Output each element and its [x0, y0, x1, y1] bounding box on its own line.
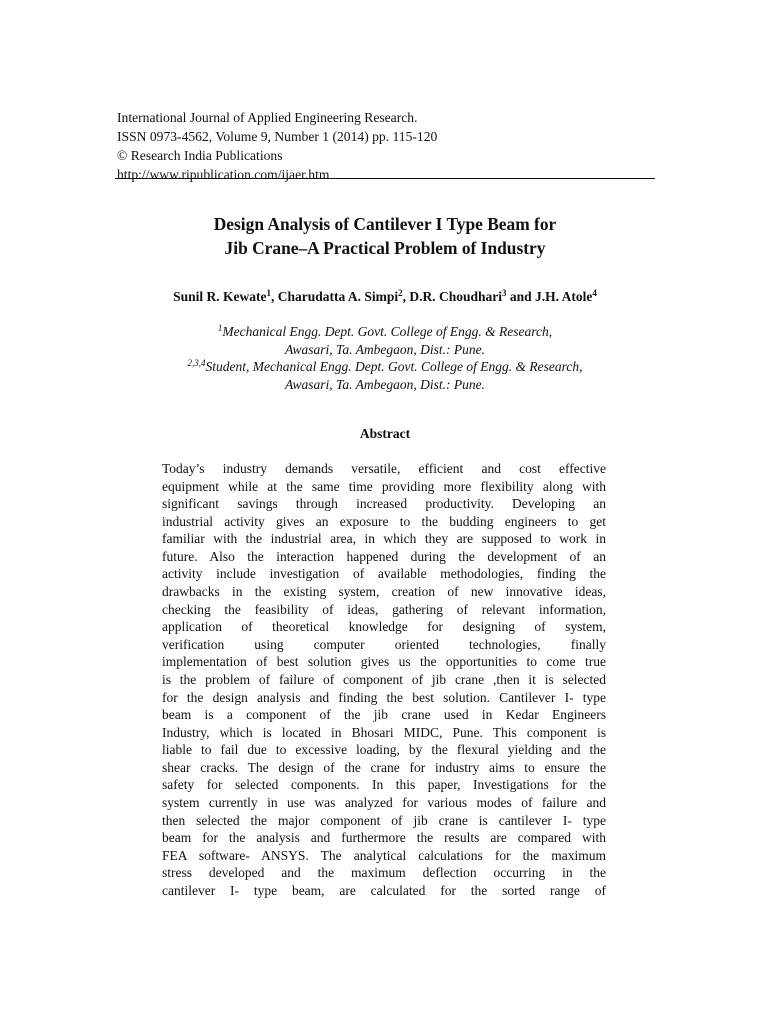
affiliation-mark: 2,3,4 — [187, 358, 206, 368]
affiliation-text: Student, Mechanical Engg. Dept. Govt. College of Engg. & Research, — [205, 359, 583, 374]
affiliation-text: Mechanical Engg. Dept. Govt. College of Engg. & Research, — [222, 324, 553, 339]
author-affiliation-mark: 1 — [266, 288, 271, 298]
abstract-line: application of theoretical knowledge for designing of system, — [162, 619, 606, 635]
abstract-line: familiar with the industrial area, in which they are supposed to work in — [162, 531, 606, 547]
journal-issn: ISSN 0973-4562, Volume 9, Number 1 (2014) pp. 115-120 — [117, 129, 438, 144]
affiliation-line: Awasari, Ta. Ambegaon, Dist.: Pune. — [285, 376, 485, 392]
abstract-line: liable to fail due to excessive loading, by the flexural yielding and the — [162, 742, 606, 758]
author-affiliation-mark: 4 — [592, 288, 597, 298]
author-name: Charudatta A. Simpi — [277, 289, 399, 304]
abstract-heading: Abstract — [359, 426, 411, 441]
abstract-line: system currently in use was analyzed for various modes of failure and — [162, 794, 606, 810]
affiliation-line — [100, 323, 670, 341]
header-divider — [115, 178, 655, 179]
abstract-line: industrial activity gives an exposure to the budding engineers to get — [162, 513, 606, 529]
abstract-line: Industry, which is located in Bhosari MIDC, Pune. This component is — [162, 724, 606, 740]
affiliation-mark: 1 — [217, 323, 223, 333]
abstract-line: safety for selected components. In this paper, Investigations for the — [162, 777, 606, 793]
abstract-line: then selected the major component of jib crane is cantilever I- type — [162, 812, 606, 828]
author-separator: and — [506, 289, 536, 304]
abstract-line: is the problem of failure of component of jib crane ,then it is selected — [162, 671, 606, 687]
abstract-line: Today’s industry demands versatile, efficient and cost effective — [162, 461, 606, 476]
abstract-line: cantilever I- type beam, are calculated for the sorted range of — [162, 882, 606, 898]
paper-title-line-2: Jib Crane–A Practical Problem of Industry — [224, 238, 546, 258]
paper-title — [100, 212, 670, 260]
abstract-line: drawbacks in the existing system, creation of new innovative ideas, — [162, 584, 606, 600]
abstract-body — [162, 460, 606, 899]
author-list — [100, 287, 670, 307]
journal-header — [117, 108, 654, 184]
author-separator: , — [402, 289, 410, 304]
author-separator: , — [270, 289, 278, 304]
author-affiliation-mark: 2 — [398, 288, 403, 298]
affiliation-line: Awasari, Ta. Ambegaon, Dist.: Pune. — [285, 341, 485, 357]
abstract-line: stress developed and the maximum deflection occurring in the — [162, 865, 606, 881]
abstract-line: beam for the analysis and furthermore the results are compared with — [162, 830, 606, 846]
abstract-line: shear cracks. The design of the crane for industry aims to ensure the — [162, 759, 606, 775]
abstract-line: beam is a component of the jib crane used in Kedar Engineers — [162, 707, 606, 723]
author-name: J.H. Atole — [535, 289, 593, 304]
abstract-line: significant savings through increased productivity. Developing an — [162, 496, 606, 512]
author-affiliation-mark: 3 — [502, 288, 507, 298]
journal-name: International Journal of Applied Engineering Research. — [117, 110, 418, 125]
abstract-line: implementation of best solution gives us the opportunities to come true — [162, 654, 606, 670]
abstract-line: checking the feasibility of ideas, gathering of relevant information, — [162, 601, 606, 617]
abstract-line: activity include investigation of available methodologies, finding the — [162, 566, 606, 582]
abstract-line: FEA software- ANSYS. The analytical calculations for the maximum — [162, 847, 606, 863]
author-name: D.R. Choudhari — [409, 289, 503, 304]
author-name: Sunil R. Kewate — [173, 289, 267, 304]
journal-publisher: © Research India Publications — [117, 148, 283, 163]
abstract-line: equipment while at the same time providing more flexibility along with — [162, 478, 606, 494]
abstract-line: verification using computer oriented technologies, finally — [162, 636, 606, 652]
abstract-line: future. Also the interaction happened during the development of an — [162, 548, 606, 564]
affiliations — [100, 323, 670, 393]
paper-title-line-1: Design Analysis of Cantilever I Type Beam for — [213, 214, 557, 234]
abstract-line: for the design analysis and finding the best solution. Cantilever I- type — [162, 689, 606, 705]
journal-url: http://www.ripublication.com/ijaer.htm — [117, 167, 330, 182]
affiliation-line — [100, 358, 670, 376]
